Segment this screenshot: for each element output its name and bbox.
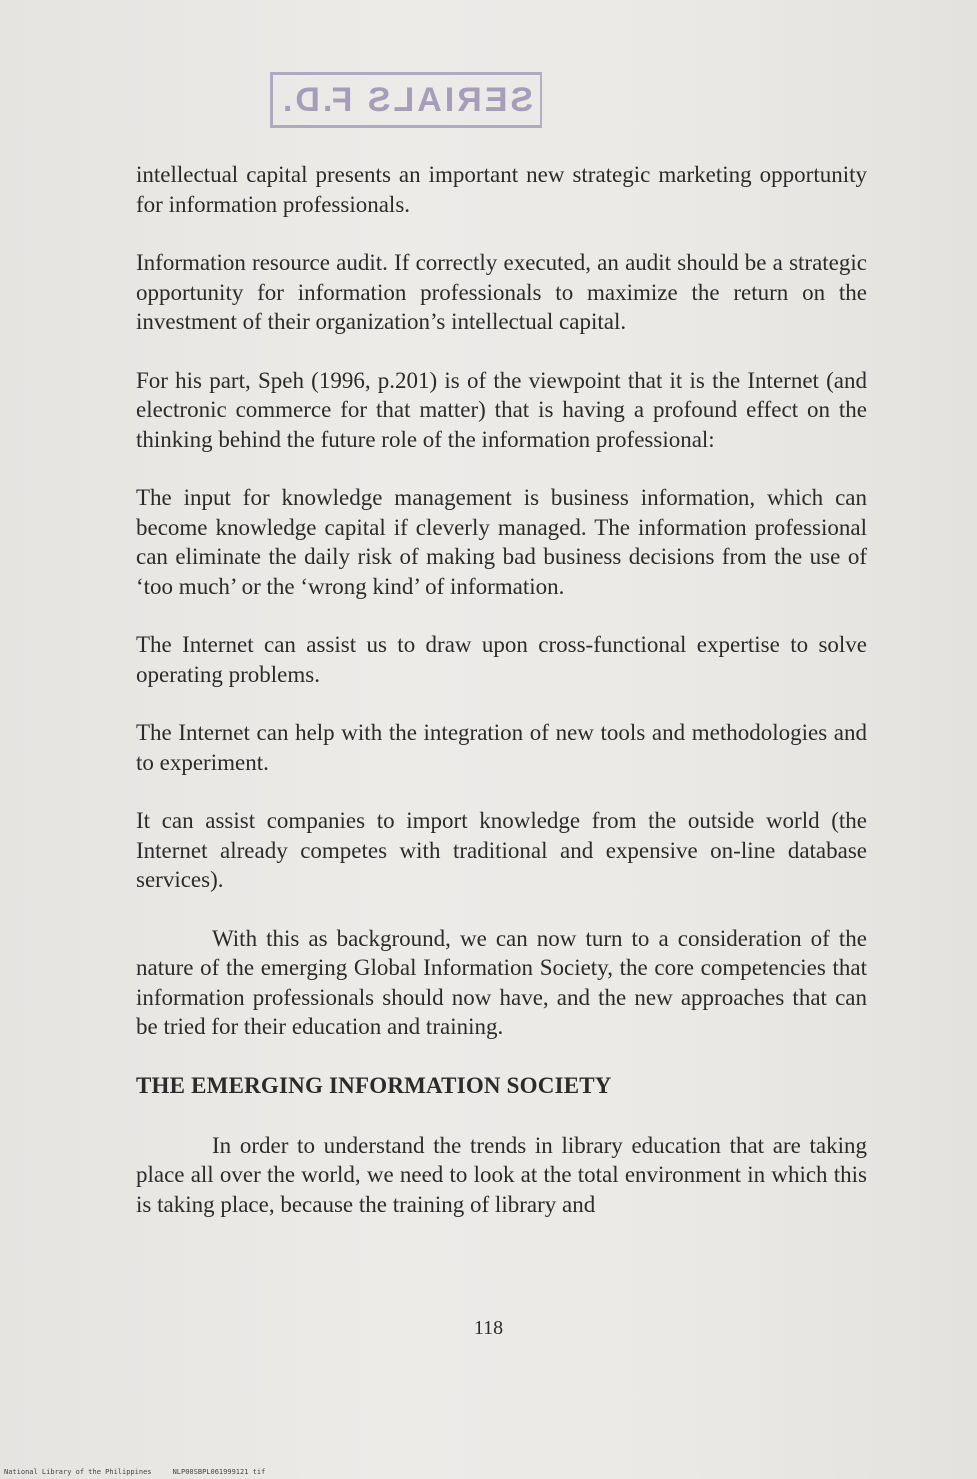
paragraph-4: The input for knowledge management is business information, which can become knowledge capital if cleverly managed. The information professional can eliminate the daily risk of making bad business decisions from the use of ‘too much’ or the ‘wrong kind’ of information. — [136, 485, 867, 599]
scan-footer: National Library of the Philippines NLP00SBPL061999121 tif — [4, 1468, 266, 1476]
page-number: 118 — [473, 1317, 504, 1339]
library-stamp — [270, 72, 542, 128]
paragraph-7: It can assist companies to import knowledge from the outside world (the Internet already competes with traditional and expensive on-line database services). — [136, 808, 867, 892]
paragraph-5: The Internet can assist us to draw upon cross-functional expertise to solve operating problems. — [136, 632, 867, 687]
stamp-text: SERIALS F.D. — [279, 80, 534, 119]
page-body — [136, 160, 867, 1248]
paragraph-8: With this as background, we can now turn to a consideration of the nature of the emerging Global Information Society, the core competencies that information professionals should now have, and the new approaches that can be tried for their education and training. — [136, 925, 867, 1039]
section-heading: THE EMERGING INFORMATION SOCIETY — [136, 1072, 612, 1098]
paragraph-6: The Internet can help with the integration of new tools and methodologies and to experiment. — [136, 720, 867, 775]
paragraph-9: In order to understand the trends in library education that are taking place all over the world, we need to look at the total environment in which this is taking place, because the training of library and — [136, 1132, 867, 1217]
paragraph-2: Information resource audit. If correctly executed, an audit should be a strategic opportunity for information professionals to maximize the return on the investment of their organization’s intellectual capital. — [136, 250, 867, 334]
paragraph-1: intellectual capital presents an important new strategic marketing opportunity for information professionals. — [136, 162, 867, 217]
paragraph-3: For his part, Speh (1996, p.201) is of the viewpoint that it is the Internet (and electronic commerce for that matter) that is having a profound effect on the thinking behind the future role of the information professional: — [136, 367, 867, 452]
